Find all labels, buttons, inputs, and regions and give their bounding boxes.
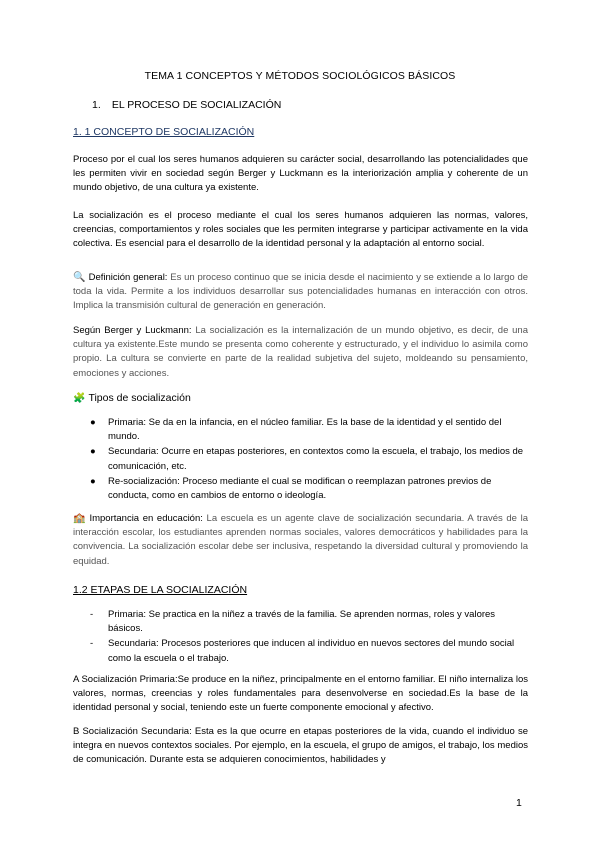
list-item: ● Secundaria: Ocurre en etapas posteriores, en contextos como la escuela, el trabajo, los medios de comunicación, etc. [90, 446, 524, 472]
bullet-icon: ● [90, 475, 96, 487]
tipos-title: Tipos de socialización [88, 392, 191, 404]
tipos-heading [73, 392, 191, 404]
section-title: EL PROCESO DE SOCIALIZACIÓN [111, 99, 282, 111]
list-item: ● Primaria: Se da en la infancia, en el núcleo familiar. Es la base de la identidad y el sentido del mundo. [90, 417, 502, 443]
paragraph-secundaria: B Socialización Secundaria: Esta es la que ocurre en etapas posteriores de la vida, cuando el individuo se integra en nuevos contextos sociales. Por ejemplo, en la escuela, el grupo de amigos, el trabajo, los medios de comunicación. Durante esta se adquieren conocimientos, habilidades y [73, 726, 528, 766]
list-item: - Secundaria: Procesos posteriores que inducen al individuo en nuevos sectores del mundo social como la escuela o el trabajo. [90, 638, 515, 664]
importancia-lead: Importancia en educación: [89, 513, 203, 524]
list-item: ● Re-socialización: Proceso mediante el cual se modifican o reemplazan patrones previos de conducta, como en cambios de entorno o ideología. [90, 475, 492, 502]
subsection-heading-etapas: 1.2 ETAPAS DE LA SOCIALIZACIÓN [73, 584, 248, 596]
document-title: TEMA 1 CONCEPTOS Y MÉTODOS SOCIOLÓGICOS BÁSICOS [144, 70, 456, 82]
paragraph-proceso: Proceso por el cual los seres humanos adquieren su carácter social, desarrollando las potencialidades que les permiten vivir en sociedad según Berger y Luckmann es la interiorización amplia y coherente de un mundo objetivo, de una cultura ya existente. [73, 154, 528, 194]
school-icon: 🏫 [73, 513, 87, 524]
paragraph-importancia [73, 512, 528, 569]
magnifier-icon: 🔍 [73, 272, 86, 283]
paragraph-berger [73, 324, 528, 381]
paragraph-definicion [73, 271, 528, 314]
subsection-heading-concepto: 1. 1 CONCEPTO DE SOCIALIZACIÓN [73, 126, 255, 138]
page-number: 1 [516, 797, 522, 809]
puzzle-icon: 🧩 [73, 393, 86, 404]
paragraph-socializacion: La socialización es el proceso mediante el cual los seres humanos adquieren las normas, valores, creencias, comportamientos y roles sociales que les permiten integrarse y participar activamente en la vida colectiva. Es esencial para el desarrollo de la identidad personal y la adaptación al entorno social. [73, 210, 528, 250]
etapas-list [90, 608, 525, 667]
bullet-icon: ● [90, 417, 96, 428]
list-item: - Primaria: Se practica en la niñez a través de la familia. Se aprenden normas, roles y valores básicos. [90, 609, 496, 635]
section-number: 1. [92, 99, 101, 111]
paragraph-primaria: A Socialización Primaria:Se produce en la niñez, principalmente en el entorno familiar. El niño internaliza los valores, normas, creencias y roles fundamentales para desenvolverse en sociedad.Es la base de la identidad personal y social, teniendo este un fuerte componente emocional y afectivo. [73, 674, 528, 714]
berger-lead: Según Berger y Luckmann: [73, 325, 192, 336]
dash-icon: - [90, 609, 94, 620]
dash-icon: - [90, 638, 94, 650]
importancia-text: La escuela es un agente clave de socialización secundaria. A través de la interacción escolar, los estudiantes aprenden normas sociales, valores democráticos y habilidades para la convivencia. La socialización escolar debe ser inclusiva, respetando la diversidad cultural y promoviendo la equidad. [73, 513, 528, 567]
tipos-list [90, 416, 525, 504]
definicion-text: Es un proceso continuo que se inicia desde el nacimiento y se extiende a lo largo de toda la vida. Permite a los individuos desarrollar sus potencialidades humanas en interacción con otros. Implica la transmisión cultural de generación en generación. [73, 272, 529, 312]
section-heading [92, 99, 281, 111]
bullet-icon: ● [90, 446, 96, 458]
definicion-lead: Definición general: [88, 272, 168, 283]
berger-text: La socialización es la internalización de un mundo objetivo, es decir, de una cultura ya existente.Este mundo se presenta como coherente y estructurado, y el individuo lo asimila como propio. La cultura se convierte en parte de la realidad subjetiva del sujeto, moldeando su pensamiento, emociones y acciones. [73, 325, 528, 379]
